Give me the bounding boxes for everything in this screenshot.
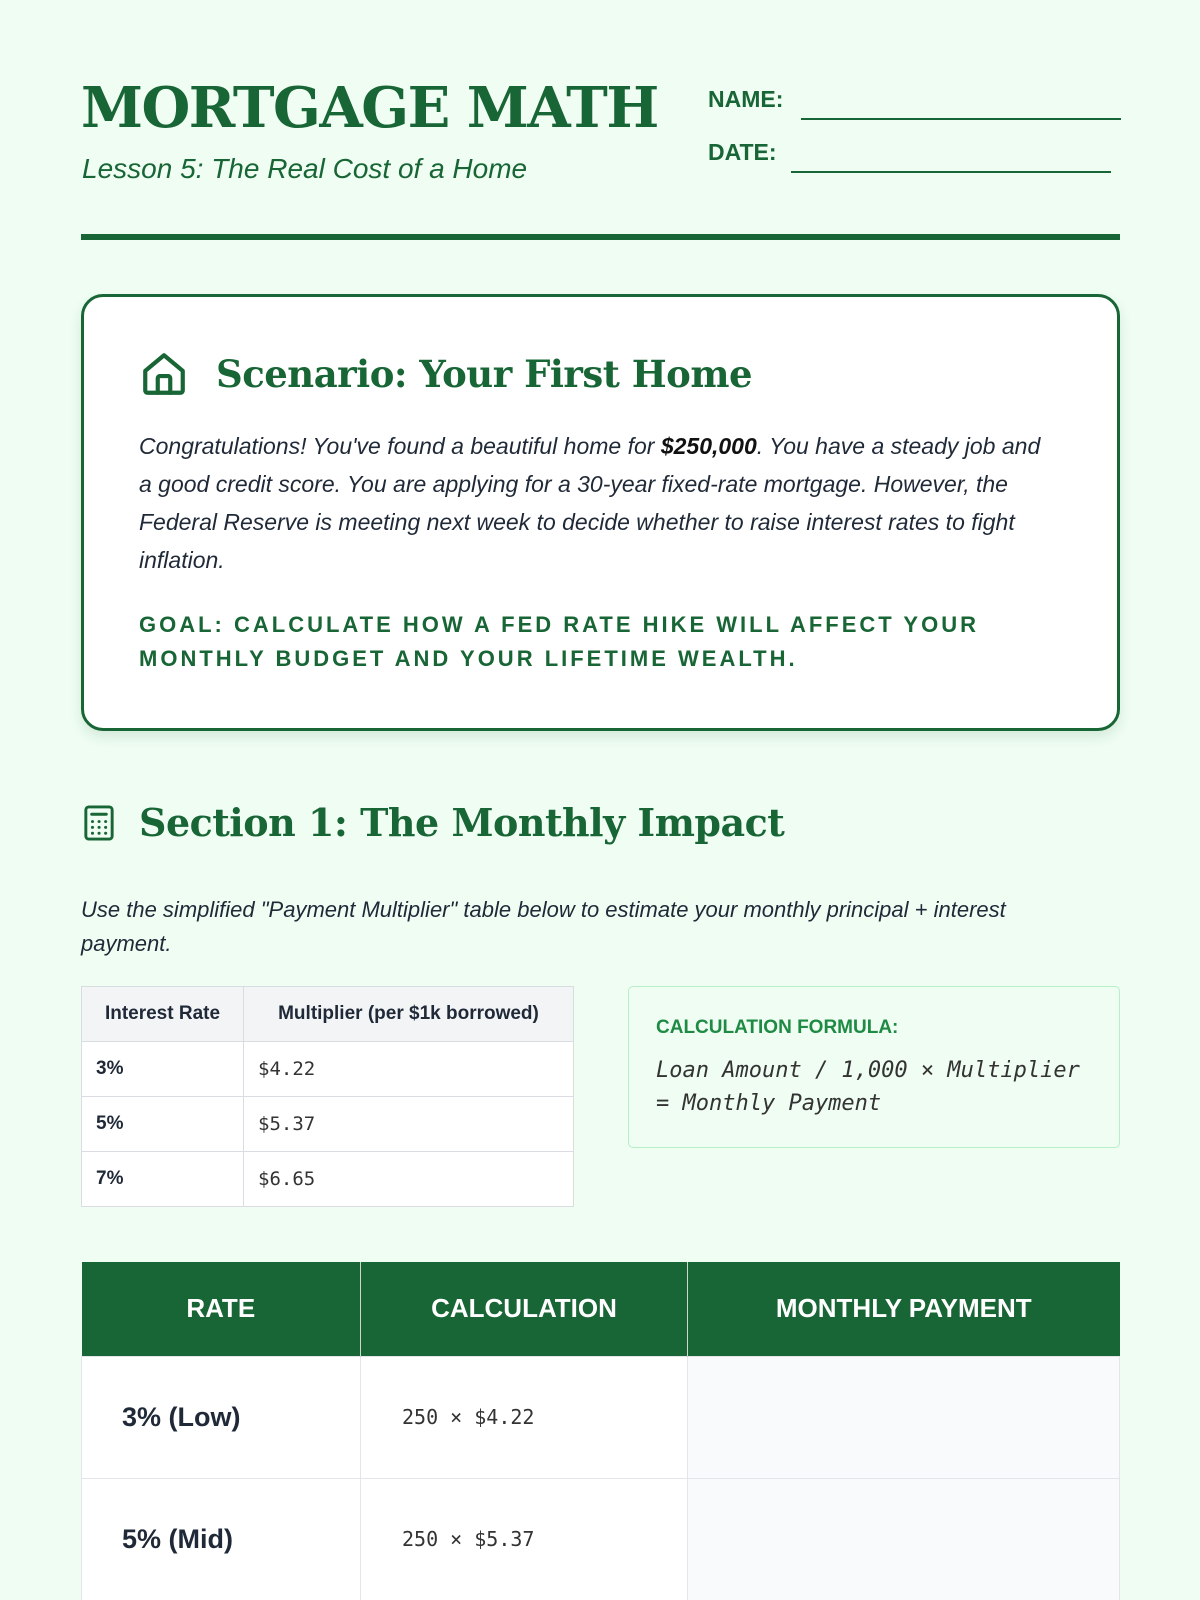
home-price: $250,000: [660, 433, 757, 459]
table-row: [82, 1042, 574, 1097]
section1-instructions: Use the simplified "Payment Multiplier" table below to estimate your monthly principal + interest payment.: [81, 897, 1006, 956]
rate-cell: 5% (Mid): [82, 1478, 361, 1600]
section1-heading: [81, 800, 784, 845]
calculator-icon: [81, 804, 117, 842]
worksheet-header: [81, 0, 1120, 241]
scenario-heading: [139, 349, 752, 399]
scenario-text-details: . You have a steady job and a good credit score. You are applying for a 30-year fixed-rate mortgage. However, the Federal Reserve is meeting next week to decide whether to raise interest rates to fight inflation.: [139, 433, 1041, 573]
payment-table: [81, 1262, 1120, 1600]
column-header: Interest Rate: [82, 987, 244, 1042]
calculation-cell: 250 × $4.22: [361, 1356, 688, 1478]
formula-label: CALCULATION FORMULA:: [656, 1017, 899, 1038]
name-label: NAME:: [708, 86, 784, 112]
date-label: DATE:: [708, 139, 777, 165]
formula-text: Loan Amount / 1,000 × Multiplier = Monthly Payment: [656, 1058, 1080, 1116]
monthly-payment-answer-field[interactable]: [688, 1356, 1120, 1478]
column-header-calculation: CALCULATION: [361, 1262, 688, 1356]
table-header-row: [82, 1262, 1120, 1356]
monthly-payment-answer-field[interactable]: [688, 1478, 1120, 1600]
table-row: [82, 1478, 1120, 1600]
scenario-description: [139, 427, 1059, 579]
page-subtitle: Lesson 5: The Real Cost of a Home: [82, 153, 528, 184]
header-divider: [81, 234, 1120, 240]
formula-box: [628, 986, 1120, 1148]
scenario-text-intro: Congratulations! You've found a beautiful home for: [139, 433, 661, 459]
table-row: [82, 1356, 1120, 1478]
multiplier-cell: $6.65: [244, 1152, 574, 1207]
multiplier-cell: $5.37: [244, 1097, 574, 1152]
rate-cell: 7%: [82, 1152, 244, 1207]
section1-title: Section 1: The Monthly Impact: [139, 800, 785, 845]
page-title: MORTGAGE MATH: [81, 75, 658, 141]
column-header-monthly-payment: MONTHLY PAYMENT: [688, 1262, 1120, 1356]
scenario-card: [81, 294, 1120, 731]
date-field[interactable]: [791, 171, 1111, 173]
table-row: [82, 1097, 574, 1152]
rate-cell: 3%: [82, 1042, 244, 1097]
scenario-goal: GOAL: CALCULATE HOW A FED RATE HIKE WILL AFFECT YOUR MONTHLY BUDGET AND YOUR LIFETIME WEALTH.: [139, 612, 979, 671]
table-row: [82, 1152, 574, 1207]
table-header-row: [82, 987, 574, 1042]
rate-cell: 3% (Low): [82, 1356, 361, 1478]
column-header-rate: RATE: [82, 1262, 361, 1356]
scenario-title: Scenario: Your First Home: [216, 352, 753, 396]
multiplier-cell: $4.22: [244, 1042, 574, 1097]
calculation-cell: 250 × $5.37: [361, 1478, 688, 1600]
column-header: Multiplier (per $1k borrowed): [244, 987, 574, 1042]
name-field[interactable]: [801, 118, 1121, 120]
multiplier-table: [81, 986, 574, 1207]
house-icon: [139, 349, 189, 399]
rate-cell: 5%: [82, 1097, 244, 1152]
worksheet-page: [81, 0, 1120, 1554]
